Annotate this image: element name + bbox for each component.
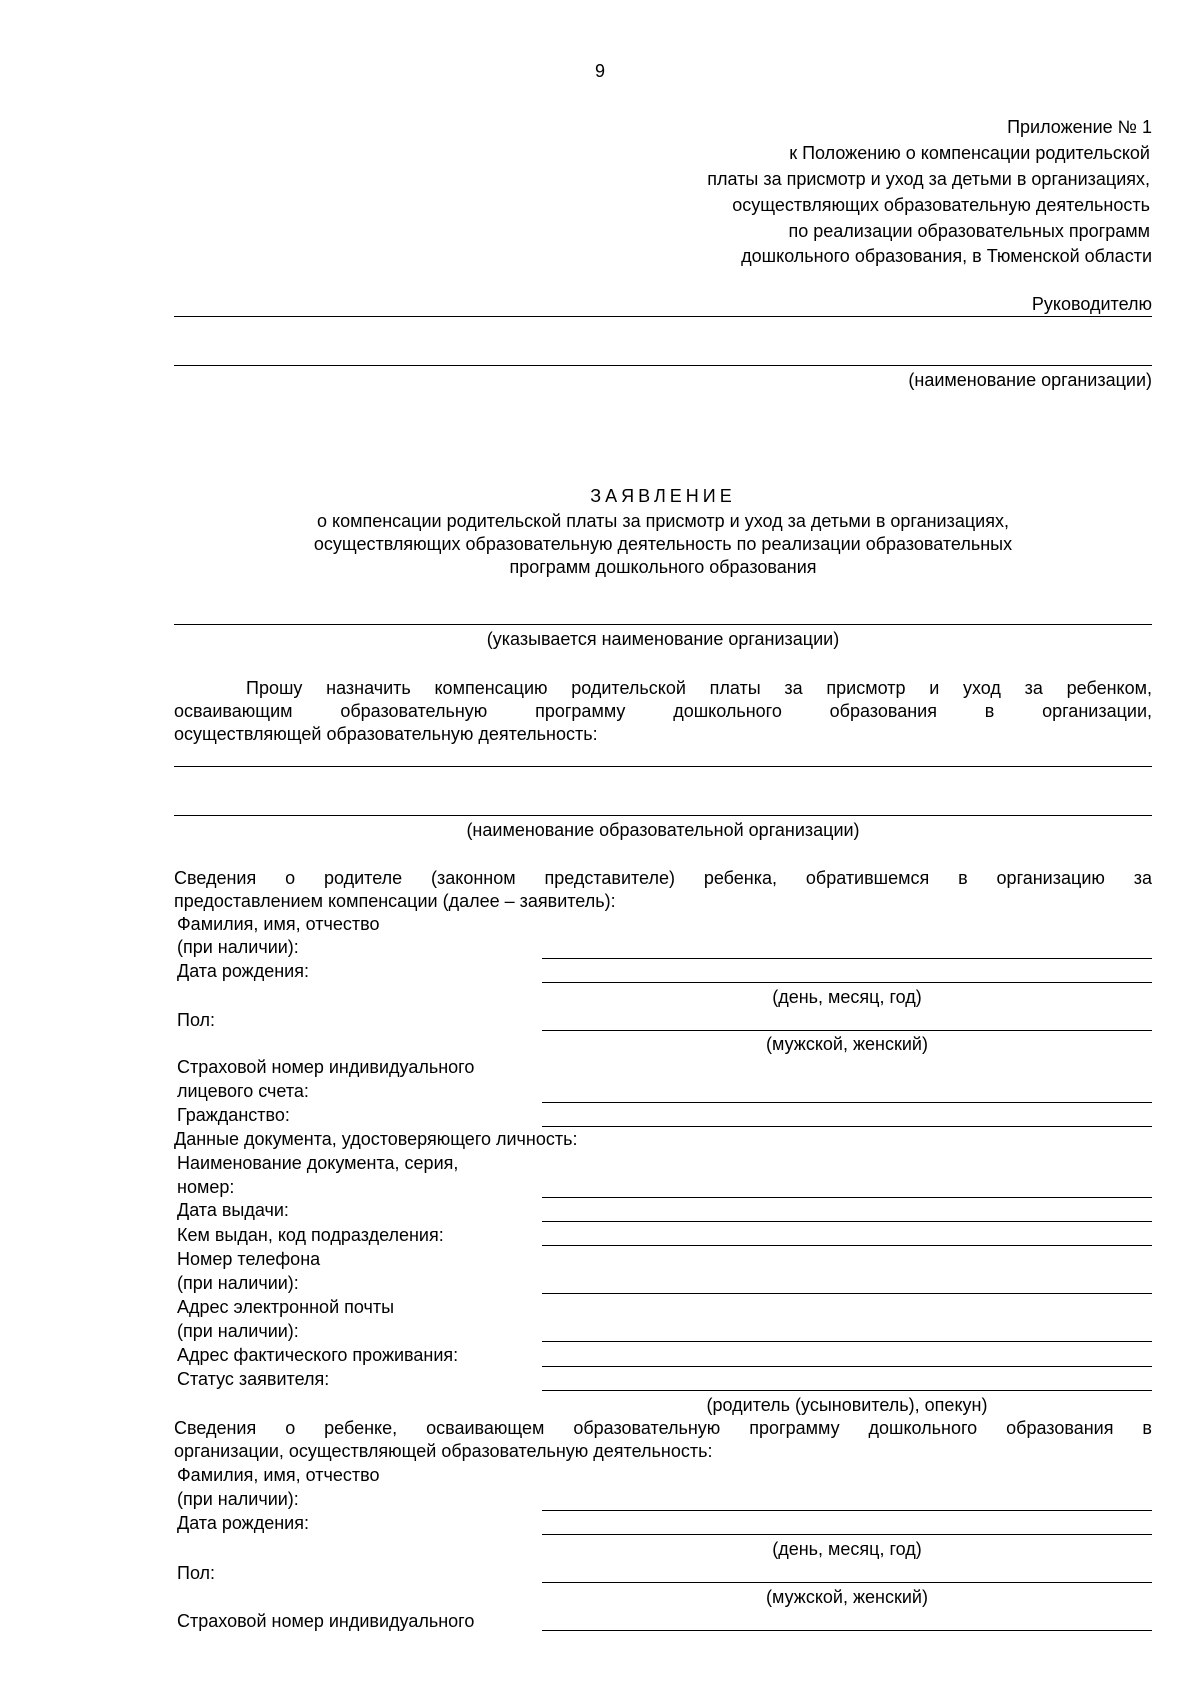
statement-subtitle: о компенсации родительской платы за присмотр и уход за детьми в организациях, (317, 511, 1009, 531)
request-line-1: Прошу назначить компенсацию родительской платы за присмотр и уход за ребенком, (246, 678, 1152, 698)
appendix-line: платы за присмотр и уход за детьми в организациях, (707, 169, 1150, 189)
appendix-line: по реализации образовательных программ (788, 221, 1150, 241)
page-number: 9 (594, 61, 605, 81)
child-birth-field (542, 1534, 1152, 1535)
parent-email-field (542, 1341, 1152, 1342)
parent-doc-header: Данные документа, удостоверяющего личность: (174, 1129, 578, 1149)
parent-sex-caption: (мужской, женский) (766, 1034, 928, 1054)
parent-sex-field (542, 1030, 1152, 1031)
parent-fio-label: (при наличии): (177, 937, 299, 957)
parent-status-caption: (родитель (усыновитель), опекун) (706, 1395, 988, 1415)
appendix-title: Приложение № 1 (1007, 117, 1152, 137)
child-intro-line-2: организации, осуществляющей образовательную деятельность: (174, 1441, 713, 1461)
parent-address-label: Адрес фактического проживания: (177, 1345, 459, 1365)
parent-doc-name-label: номер: (177, 1177, 235, 1197)
addressee-label: Руководителю (1031, 294, 1152, 314)
child-sex-field (542, 1582, 1152, 1583)
edu-org-line-2 (174, 815, 1152, 816)
parent-issue-date-field (542, 1221, 1152, 1222)
addressee-line (174, 316, 1152, 317)
parent-email-label: (при наличии): (177, 1321, 299, 1341)
child-snils-field (542, 1630, 1152, 1631)
statement-subtitle: осуществляющих образовательную деятельность по реализации образовательных (313, 534, 1013, 554)
appendix-line: дошкольного образования, в Тюменской области (741, 246, 1152, 266)
appendix-line: к Положению о компенсации родительской (789, 143, 1150, 163)
child-intro-line-1: Сведения о ребенке, осваивающем образовательную программу дошкольного образования в (174, 1418, 1152, 1438)
parent-issued-by-label: Кем выдан, код подразделения: (177, 1225, 444, 1245)
parent-citizenship-field (542, 1126, 1152, 1127)
statement-org-caption: (указывается наименование организации) (486, 629, 840, 649)
child-sex-caption: (мужской, женский) (766, 1587, 928, 1607)
child-birth-caption: (день, месяц, год) (772, 1539, 922, 1559)
parent-snils-field (542, 1102, 1152, 1103)
statement-title: ЗАЯВЛЕНИЕ (590, 486, 736, 506)
parent-doc-name-label: Наименование документа, серия, (177, 1153, 459, 1173)
parent-birth-field (542, 982, 1152, 983)
parent-doc-name-field (542, 1197, 1152, 1198)
parent-snils-label: лицевого счета: (177, 1081, 309, 1101)
parent-issue-date-label: Дата выдачи: (177, 1200, 289, 1220)
edu-org-line-1 (174, 766, 1152, 767)
parent-phone-label: (при наличии): (177, 1273, 299, 1293)
parent-fio-field (542, 958, 1152, 959)
parent-email-label: Адрес электронной почты (177, 1297, 395, 1317)
child-fio-field (542, 1510, 1152, 1511)
parent-birth-caption: (день, месяц, год) (772, 987, 922, 1007)
org-name-line (174, 365, 1152, 366)
child-sex-label: Пол: (177, 1563, 216, 1583)
statement-subtitle: программ дошкольного образования (509, 557, 817, 577)
child-fio-label: (при наличии): (177, 1489, 299, 1509)
edu-org-caption: (наименование образовательной организации) (466, 820, 860, 840)
child-fio-label: Фамилия, имя, отчество (177, 1465, 380, 1485)
org-name-caption: (наименование организации) (908, 370, 1152, 390)
request-line-3: осуществляющей образовательную деятельность: (174, 724, 598, 744)
parent-birth-label: Дата рождения: (177, 961, 309, 981)
parent-address-field (542, 1366, 1152, 1367)
parent-issued-by-field (542, 1245, 1152, 1246)
statement-org-line (174, 624, 1152, 625)
parent-sex-label: Пол: (177, 1010, 216, 1030)
parent-phone-field (542, 1293, 1152, 1294)
request-line-2: осваивающим образовательную программу дошкольного образования в организации, (174, 701, 1152, 721)
parent-intro-line-1: Сведения о родителе (законном представителе) ребенка, обратившемся в организацию за (174, 868, 1152, 888)
parent-status-label: Статус заявителя: (177, 1369, 330, 1389)
parent-fio-label: Фамилия, имя, отчество (177, 914, 380, 934)
appendix-line: осуществляющих образовательную деятельность (732, 195, 1150, 215)
parent-citizenship-label: Гражданство: (177, 1105, 290, 1125)
parent-status-field (542, 1390, 1152, 1391)
parent-snils-label: Страховой номер индивидуального (177, 1057, 475, 1077)
parent-phone-label: Номер телефона (177, 1249, 321, 1269)
parent-intro-line-2: предоставлением компенсации (далее – заявитель): (174, 891, 616, 911)
child-birth-label: Дата рождения: (177, 1513, 309, 1533)
child-snils-label: Страховой номер индивидуального (177, 1611, 475, 1631)
